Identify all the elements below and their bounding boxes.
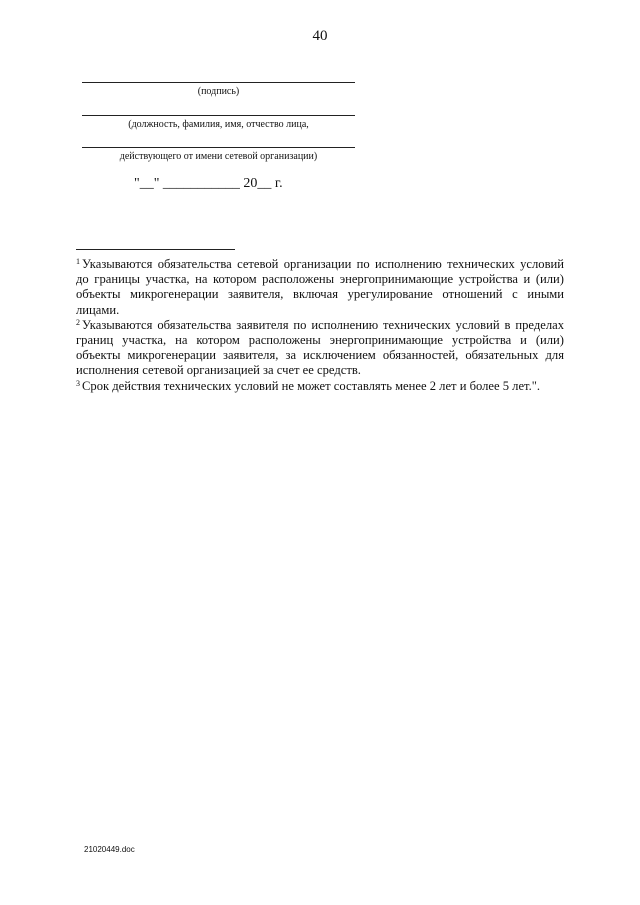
footnotes: [76, 257, 564, 394]
footnote-number: 1: [76, 257, 80, 266]
footnote-number: 2: [76, 317, 80, 327]
position-name-label: (должность, фамилия, имя, отчество лица,: [128, 119, 309, 130]
organization-label: действующего от имени сетевой организации): [119, 151, 318, 162]
footnote-2: [76, 318, 564, 379]
page-number: 40: [312, 28, 328, 44]
footnote-1: [76, 257, 564, 318]
position-name-line: [82, 115, 355, 116]
date-line: "__" ___________ 20__ г.: [134, 176, 283, 191]
footnote-text: Указываются обязательства сетевой организации по исполнению технических условий до границы участка, на котором расположены энергопринимающие устройства и (или) объекты микрогенерации заявителя, включая урегулирование отношений с иными лицами.: [76, 257, 564, 317]
document-code: 21020449.doc: [84, 845, 135, 854]
footnote-separator: [76, 249, 235, 250]
footnote-text: Срок действия технических условий не может составлять менее 2 лет и более 5 лет.".: [82, 378, 541, 393]
signature-line: [82, 82, 355, 83]
footnote-3: [76, 379, 564, 394]
signature-label: (подпись): [197, 86, 240, 97]
organization-line: [82, 147, 355, 148]
footnote-text: Указываются обязательства заявителя по исполнению технических условий в пределах границ участка, на котором расположены энергопринимающие устройства и (или) объекты микрогенерации заявителя, за исключением обязанностей, обязательных для исполнения сетевой организацией за счет ее средств.: [76, 317, 564, 378]
footnote-number: 3: [76, 378, 80, 388]
